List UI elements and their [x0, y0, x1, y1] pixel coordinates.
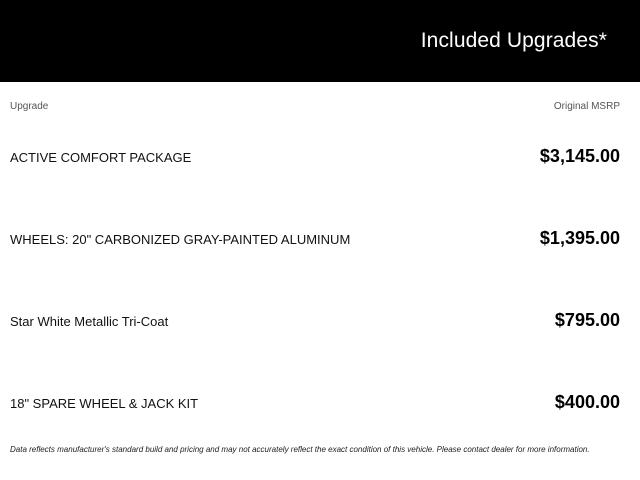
list-item — [0, 115, 640, 197]
disclaimer-text: Data reflects manufacturer's standard build and pricing and may not accurately reflect the exact condition of this vehicle. Please contact dealer for more information. — [10, 445, 590, 454]
upgrade-name: WHEELS: 20" CARBONIZED GRAY-PAINTED ALUMINUM — [10, 232, 351, 247]
upgrade-name: Star White Metallic Tri-Coat — [10, 314, 169, 329]
column-header-msrp: Original MSRP — [553, 101, 620, 112]
header-bar — [0, 0, 640, 82]
upgrade-price: $3,145.00 — [539, 146, 620, 166]
upgrades-list — [0, 115, 640, 443]
upgrade-price: $1,395.00 — [539, 228, 620, 248]
list-item — [0, 361, 640, 443]
upgrade-price: $795.00 — [554, 310, 620, 330]
page-title: Included Upgrades* — [420, 29, 607, 52]
upgrade-name: 18" SPARE WHEEL & JACK KIT — [10, 396, 199, 411]
list-item — [0, 197, 640, 279]
list-item — [0, 279, 640, 361]
upgrade-price: $400.00 — [554, 392, 620, 412]
upgrade-name: ACTIVE COMFORT PACKAGE — [10, 150, 192, 165]
column-header-upgrade: Upgrade — [10, 101, 49, 112]
